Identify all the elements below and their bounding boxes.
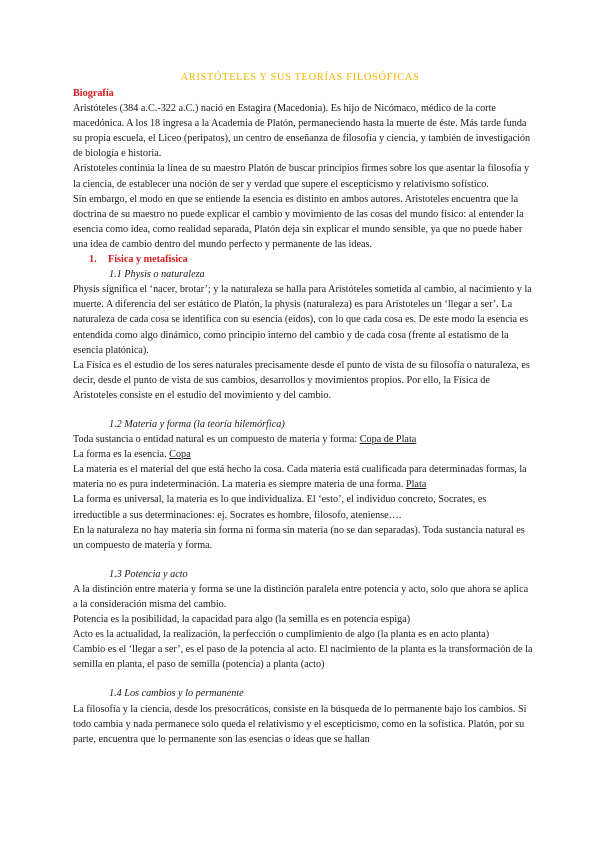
physis-paragraph-2: La Física es el estudio de los seres naturales precisamente desde el punto de vista de su filosofía o naturaleza, es decir, desde el punto de vista de sus cambios, desarrollos y movimientos propios. Por ello, la Física de Aristoteles consiste en el estudio del movimiento y del cambio. (73, 359, 530, 401)
document-body (73, 86, 533, 747)
document-title: ARISTÓTELES Y SUS TEORÍAS FILOSÓFICAS (180, 72, 420, 83)
materia-forma-line-1 (73, 432, 533, 447)
subsection-1-4-heading: 1.4 Los cambios y lo permanente (109, 688, 244, 700)
example-plata: Plata (405, 479, 427, 491)
potencia-acto-paragraph-4: Cambio es el ‘llegar a ser’, es el paso de la potencia al acto. El nacimiento de la planta es la transformación de la semilla en planta, el paso de semilla (potencia) a planta (acto) (73, 644, 533, 671)
materia-forma-paragraph-4: La forma es universal, la materia es lo que individualiza. El ‘esto’, el individuo concreto, Socrates, es irreductible a sus determinaciones: ej. Socrates es hombre, filosofo, ateniense…. (73, 494, 487, 521)
materia-forma-line-2-text: La forma es la esencia. (73, 449, 170, 461)
section-1-title: Física y metafísica (108, 254, 188, 266)
cambios-paragraph-1: La filosofía y la ciencia, desde los presocráticos, consiste en la búsqueda de lo permanente bajo los cambios. Si todo cambia y nada permanece solo queda el relativismo y el escepticismo, como en la sofística. Platón, por su parte, encuentra que lo permanente son las esencias o ideas que se hallan (73, 703, 527, 745)
biografia-paragraph-1: Aristóteles (384 a.C.-322 a.C.) nació en Estagira (Macedonia). Es hijo de Nicómaco, médico de la corte macedónica. A los 18 ingresa a la Academia de Platón, permaneciendo hasta la muerte de éste. Más tarde funda su propia escuela, el Liceo (peripatos), un centro de enseñanza de filosofía y ciencia, y también de investigación de biología e historia. (73, 103, 531, 160)
subsection-1-2-heading: 1.2 Materia y forma (la teoría hilemórfica) (109, 418, 285, 430)
materia-forma-paragraph-3-text: La materia es el material del que está hecho la cosa. Cada materia está cualificada para determinadas formas, la materia no es pura indeterminación. La materia es siempre materia de una forma. (73, 464, 527, 491)
biografia-heading: Biografía (73, 88, 114, 99)
materia-forma-line-2 (73, 447, 533, 462)
potencia-acto-paragraph-3: Acto es la actualidad, la realización, la perfección o cumplimiento de algo (la planta es en acto planta) (73, 629, 490, 641)
example-copa-de-plata: Copa de Plata (359, 434, 417, 446)
potencia-acto-paragraph-1: A la distinción entre materia y forma se une la distinción paralela entre potencia y acto, solo que ahora se aplica a la consideración misma del cambio. (73, 583, 529, 610)
section-1-heading (73, 252, 533, 267)
biografia-paragraph-3: Sin embargo, el modo en que se entiende la esencia es distinto en ambos autores. Aristoteles encuentra que la doctrina de su maestro no puede explicar el cambio y movimiento de las cosas del mundo físico: al entender la esencia como idea, como realidad separada, Platón deja sin explicar el mundo sensible, ya que no puede haber una idea de cambio dentro del mundo perfecto y permanente de las ideas. (73, 193, 524, 250)
physis-paragraph-1: Physis significa el ‘nacer, brotar’; y la naturaleza se halla para Aristóteles sometida al cambio, al nacimiento y la muerte. A diferencia del ser estático de Platón, la physis (naturaleza) es para Aristoteles un ‘llegar a ser’. La naturaleza de cada cosa se identifica con su esencia (eidos), con lo que cada cosa es. De este modo la esencia es entendida como algo dinámico, como principio interno del cambio y de cada cosa (frente al estatismo de la esencia platónica). (73, 284, 532, 356)
section-1-number: 1. (89, 254, 97, 266)
subsection-1-1-heading: 1.1 Physis o naturaleza (109, 269, 205, 281)
materia-forma-line-1-text: Toda sustancia o entidad natural es un compuesto de materia y forma: (73, 434, 360, 446)
biografia-paragraph-2: Aristoteles continúa la línea de su maestro Platón de buscar principios firmes sobre los que asentar la filosofía y la ciencia, de establecer una noción de ser y verdad que supere el escepticismo y relativismo sofístico. (73, 163, 530, 190)
subsection-1-3-heading: 1.3 Potencia y acto (109, 568, 188, 580)
example-copa: Copa (169, 449, 191, 461)
materia-forma-paragraph-3 (73, 462, 533, 492)
potencia-acto-paragraph-2: Potencia es la posibilidad, la capacidad para algo (la semilla es en potencia espiga) (73, 614, 411, 626)
materia-forma-paragraph-5: En la naturaleza no hay materia sin forma ni forma sin materia (no se dan separadas). Toda sustancia natural es un compuesto de materia y forma. (73, 524, 525, 551)
